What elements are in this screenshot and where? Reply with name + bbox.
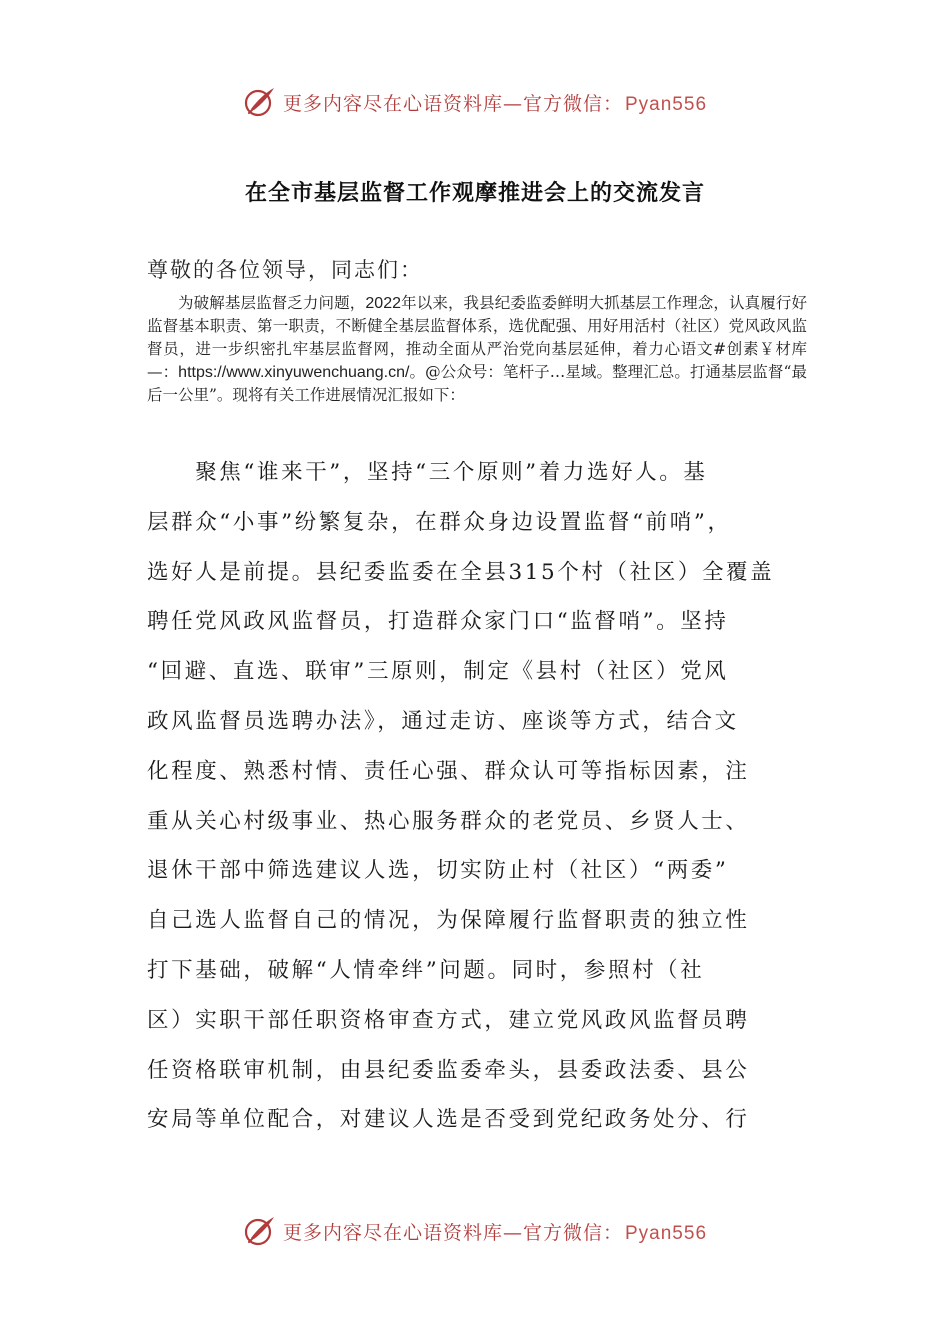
body-line: 任资格联审机制，由县纪委监委牵头，县委政法委、县公 [147,1057,750,1083]
intro-part2: 年以来，我县纪委监委鲜明大抓基层工作理念，认真履行好监督基本职责、第一职责，不断健全基层监督体系，选优配强、用好用活村（社区）党风政风监督员，进一步织密扎牢基层监督网，推动全面从严治党向基层延伸，着力心语文#创素￥材库—： [147,294,807,381]
body-line: 层群众“小事”纷繁复杂，在群众身边设置监督“前哨”， [147,509,732,535]
watermark-wechat-label: 官方微信： [522,1221,623,1244]
body-line: 政风监督员选聘办法》，通过走访、座谈等方式，结合文 [147,708,739,734]
watermark-wechat-id: Pyan556 [625,1222,708,1244]
intro-url: https://www.xinyuwenchuang.cn/ [178,364,410,381]
watermark-wechat-id: Pyan556 [625,93,708,115]
body-line: 退休干部中筛选建议人选，切实防止村（社区）“两委” [147,858,729,884]
body-line: 选好人是前提。县纪委监委在全县315个村（社区）全覆盖 [147,559,775,585]
intro-paragraph [147,292,807,407]
watermark-header [0,82,950,122]
watermark-text [283,89,707,116]
watermark-slogan: 更多内容尽在心语资料库 [282,1221,503,1244]
body-paragraph [147,448,807,1145]
body-line: 聚焦“谁来干”，坚持“三个原则”着力选好人。基 [147,460,708,485]
body-line: 区）实职干部任职资格审查方式，建立党风政风监督员聘 [147,1007,750,1033]
body-line: 重从关心村级事业、热心服务群众的老党员、乡贤人士、 [147,808,750,834]
watermark-wechat-label: 官方微信： [522,92,623,115]
watermark-dash: — [502,92,523,115]
body-line: 聘任党风政风监督员，打造群众家门口“监督哨”。坚持 [147,609,729,635]
watermark-slogan: 更多内容尽在心语资料库 [282,92,503,115]
intro-part3: 。@公众号：笔杆子…星域。整理汇总。打通基层监督“最后一公里”。现将有关工作进展情况汇报如下： [147,363,807,404]
body-line: 自己选人监督自己的情况，为保障履行监督职责的独立性 [147,908,750,934]
intro-year: 2022 [365,295,401,312]
intro-part1: 为破解基层监督乏力问题， [178,294,366,312]
body-line: “回避、直选、联审”三原则，制定《县村（社区）党风 [147,659,729,685]
watermark-text [283,1218,707,1245]
body-line: 安局等单位配合，对建议人选是否受到党纪政务处分、行 [147,1107,750,1133]
body-line: 化程度、熟悉村情、责任心强、群众认可等指标因素，注 [147,758,750,784]
quill-logo-icon [243,85,277,119]
watermark-dash: — [502,1221,523,1244]
body-line: 打下基础，破解“人情牵绊”问题。同时，参照村（社 [147,957,705,983]
watermark-footer [0,1211,950,1251]
document-title: 在全市基层监督工作观摩推进会上的交流发言 [244,181,705,206]
salutation: 尊敬的各位领导，同志们： [147,258,423,282]
quill-logo-icon [243,1214,277,1248]
